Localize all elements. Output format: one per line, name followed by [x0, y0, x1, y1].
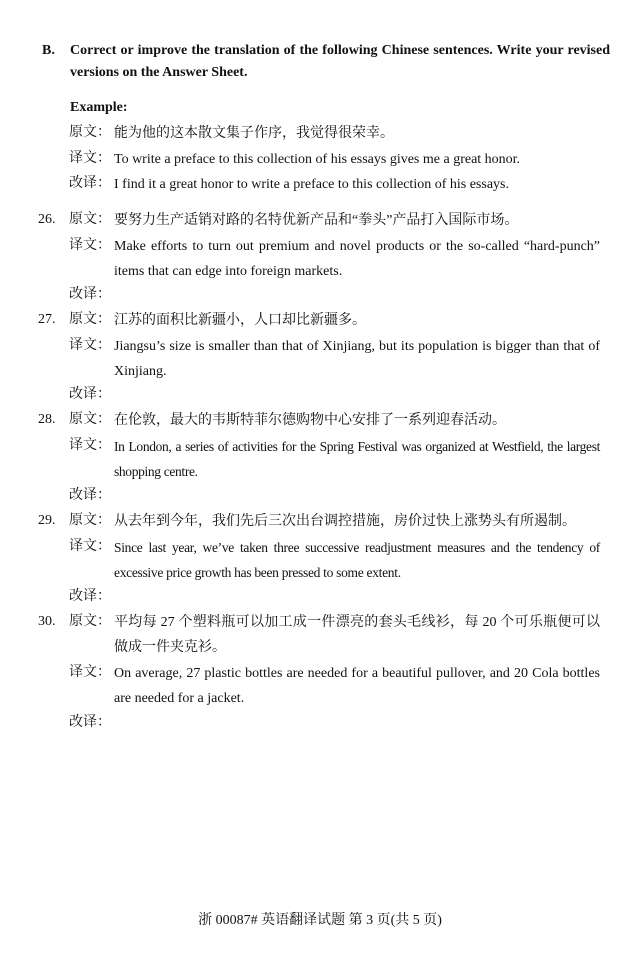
example-original-label: 原文：	[69, 125, 111, 140]
item-translation-label: 译文：	[69, 438, 111, 453]
item-revision-label: 改译：	[69, 287, 111, 302]
item-revision-label: 改译：	[69, 488, 111, 503]
item-translation: On average, 27 plastic bottles are needed for a beautiful pullover, and 20 Cola bottles are needed for a jacket.	[114, 666, 600, 706]
item-original-label: 原文：	[69, 412, 111, 427]
item-translation-label: 译文：	[69, 338, 111, 353]
section-heading	[42, 40, 610, 84]
item-translation-label: 译文：	[69, 539, 111, 554]
example-revision-label: 改译：	[69, 176, 111, 191]
item-original: 江苏的面积比新疆小，人口却比新疆多。	[114, 313, 366, 328]
example-translation-label: 译文：	[69, 151, 111, 166]
example-revision: I find it a great honor to write a preface to this collection of his essays.	[114, 177, 509, 192]
example-translation: To write a preface to this collection of his essays gives me a great honor.	[114, 152, 521, 167]
item-translation-label: 译文：	[69, 238, 111, 253]
item-number: 26.	[38, 212, 56, 227]
item-translation: In London, a series of activities for the Spring Festival was organized at Westfield, the largest shopping centre.	[114, 439, 600, 479]
example-title: Example:	[70, 100, 128, 115]
item-original: 要努力生产适销对路的名特优新产品和“拳头”产品打入国际市场。	[114, 213, 519, 228]
item-original: 平均每 27 个塑料瓶可以加工成一件漂亮的套头毛线衫，每 20 个可乐瓶便可以做成一件夹克衫。	[114, 615, 600, 655]
page-footer: 浙 00087# 英语翻译试题 第 3 页(共 5 页)	[198, 913, 442, 928]
item-original-label: 原文：	[69, 614, 111, 629]
item-original: 从去年到今年，我们先后三次出台调控措施，房价过快上涨势头有所遏制。	[114, 514, 576, 529]
section-instruction: Correct or improve the translation of the following Chinese sentences. Write your revised versions on the Answer Sheet.	[70, 43, 610, 80]
item-revision-label: 改译：	[69, 715, 111, 730]
item-number: 28.	[38, 412, 56, 427]
item-number: 27.	[38, 312, 56, 327]
item-number: 29.	[38, 513, 56, 528]
item-original-label: 原文：	[69, 513, 111, 528]
item-translation: Since last year, we’ve taken three successive readjustment measures and the tendency of excessive price growth has been pressed to some extent.	[114, 540, 600, 580]
item-original: 在伦敦，最大的韦斯特菲尔德购物中心安排了一系列迎春活动。	[114, 413, 506, 428]
item-revision-label: 改译：	[69, 387, 111, 402]
example-original: 能为他的这本散文集子作序，我觉得很荣幸。	[114, 126, 394, 141]
section-letter: B.	[42, 43, 55, 58]
item-original-label: 原文：	[69, 212, 111, 227]
item-translation-label: 译文：	[69, 665, 111, 680]
item-number: 30.	[38, 614, 56, 629]
item-translation: Jiangsu’s size is smaller than that of Xinjiang, but its population is bigger than that of Xinjiang.	[114, 339, 600, 379]
item-revision-label: 改译：	[69, 589, 111, 604]
item-original-label: 原文：	[69, 312, 111, 327]
item-translation: Make efforts to turn out premium and novel products or the so-called “hard-punch” items that can edge into foreign markets.	[114, 239, 600, 279]
